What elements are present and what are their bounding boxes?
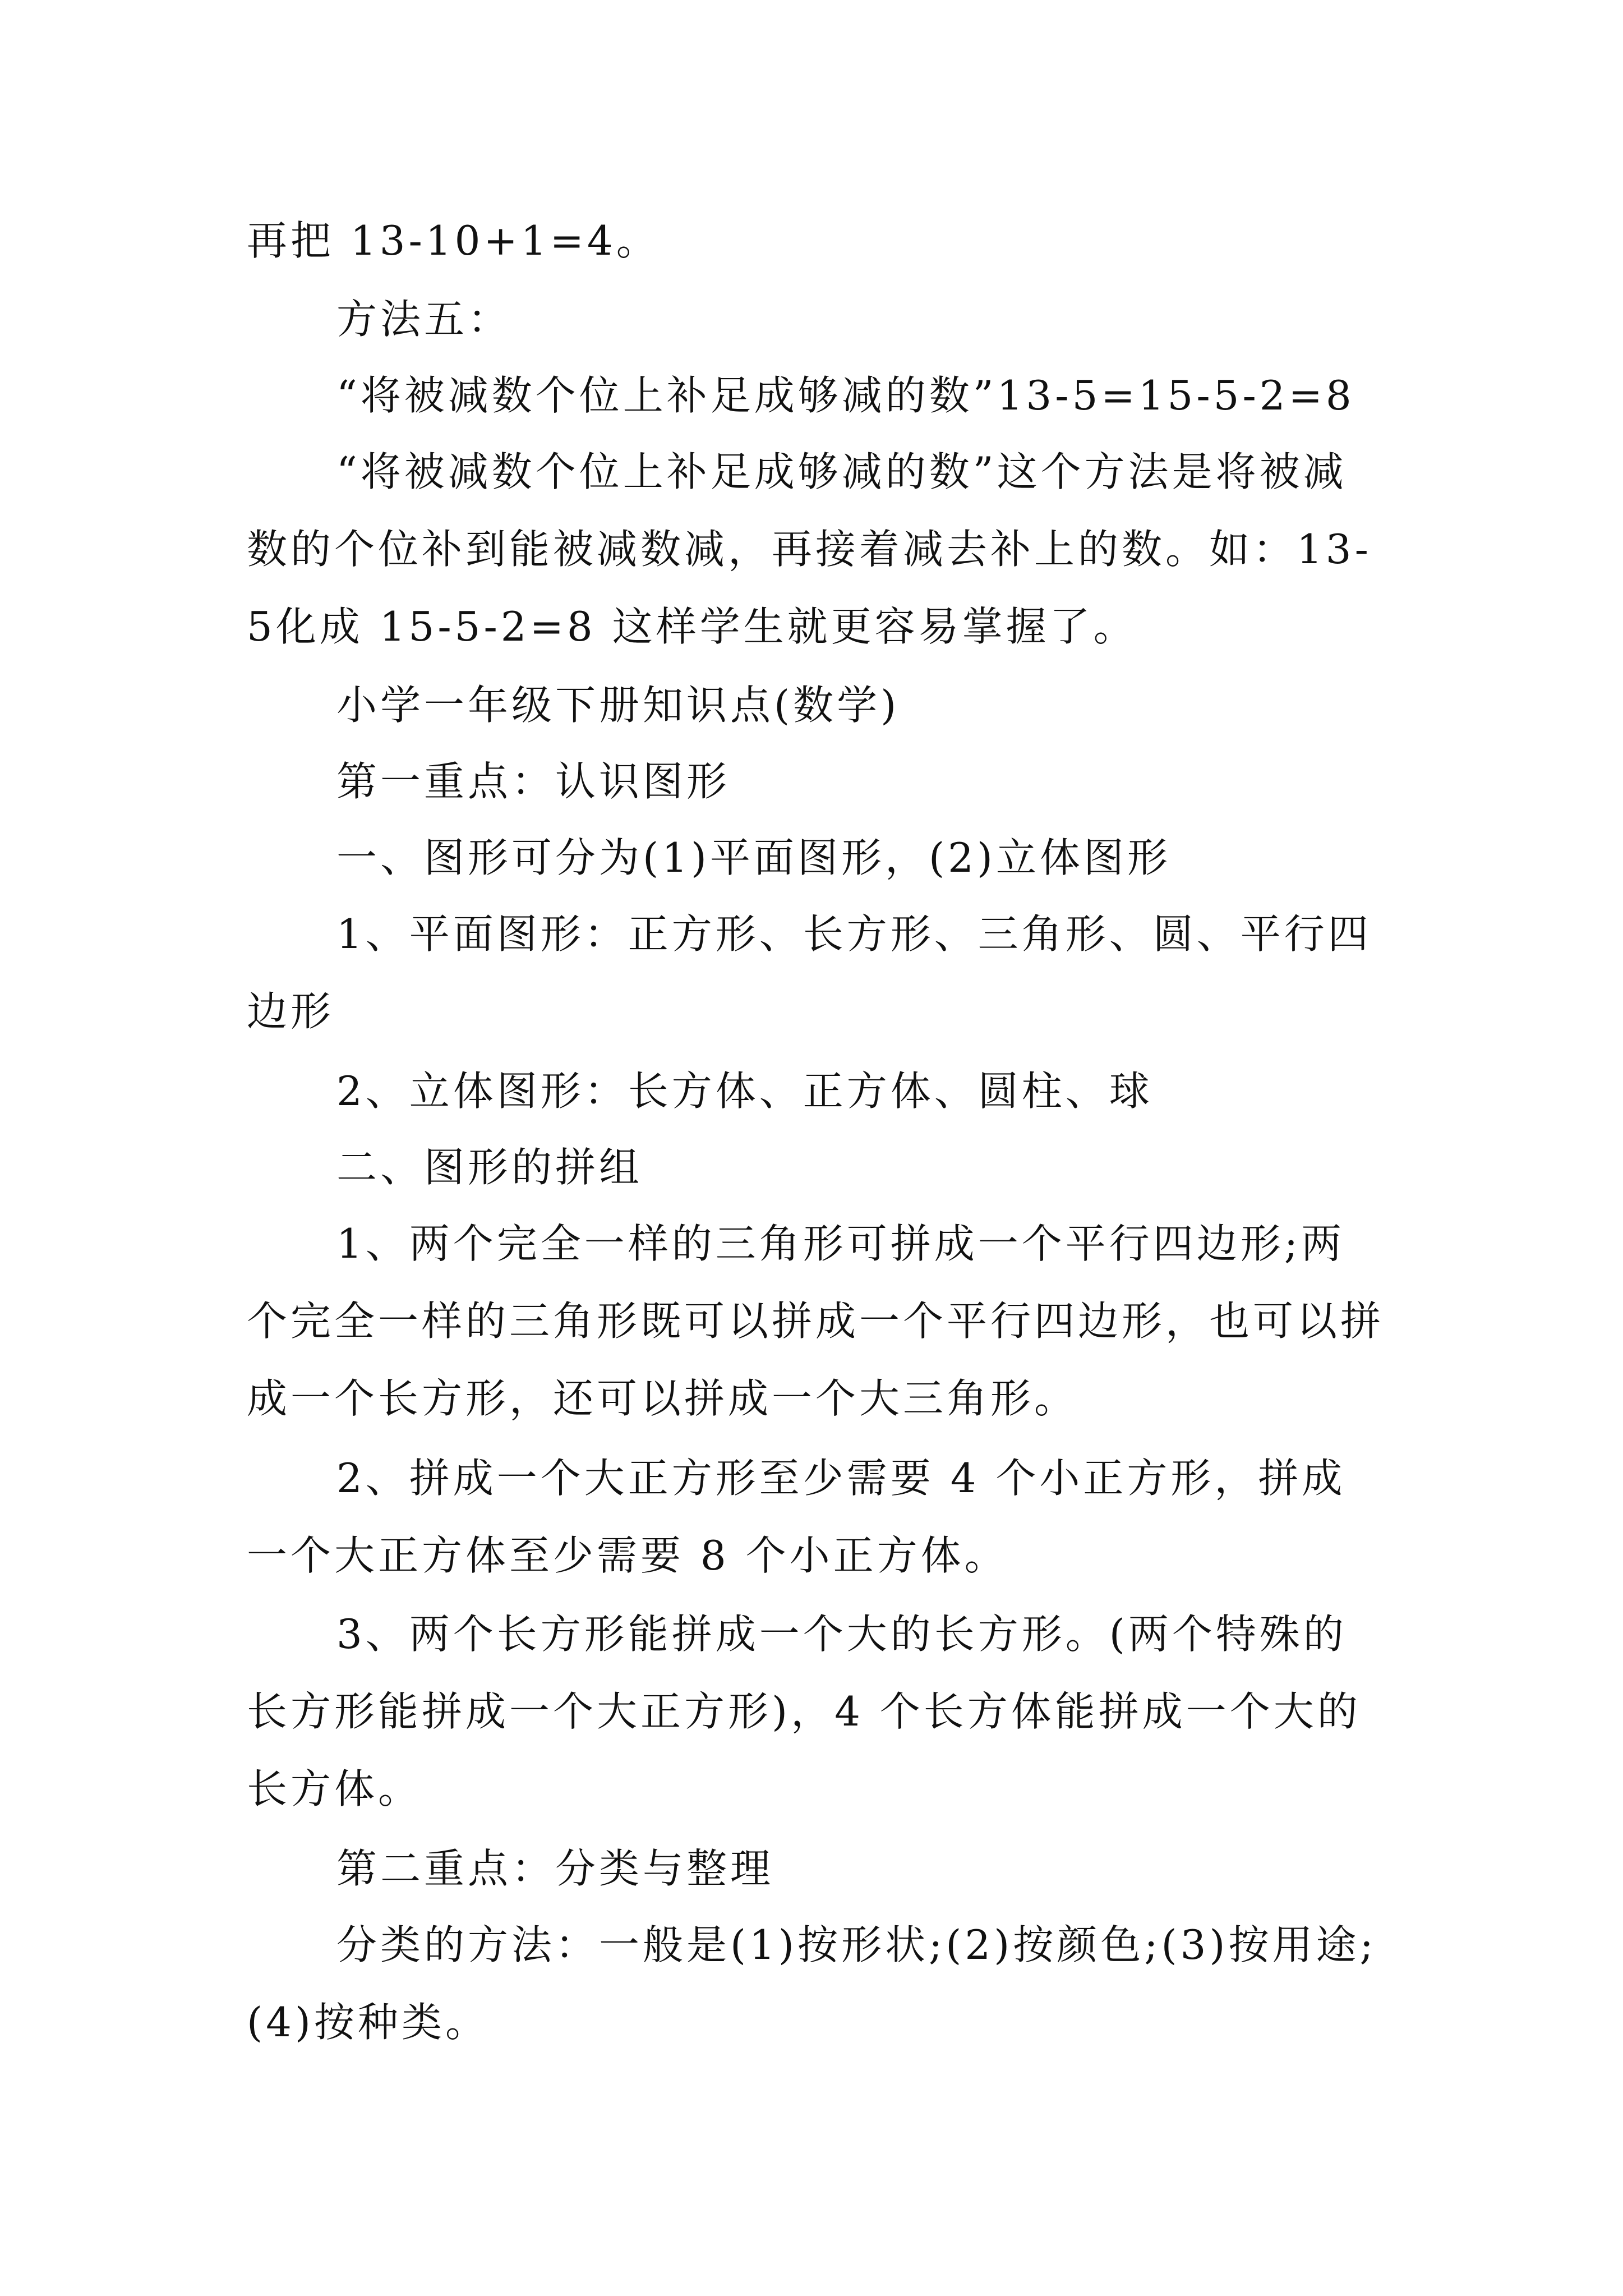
paragraph-5: 小学一年级下册知识点(数学) — [336, 682, 900, 729]
paragraph-15: 分类的方法：一般是(1)按形状;(2)按颜色;(3)按用途;(4)按种类。 — [247, 1921, 1377, 2046]
paragraph-2: 方法五： — [336, 296, 512, 343]
paragraph-9: 2、立体图形：长方体、正方体、圆柱、球 — [336, 1068, 1153, 1115]
paragraph-11: 1、两个完全一样的三角形可拼成一个平行四边形;两个完全一样的三角形既可以拼成一个平行四边形，也可以拼成一个长方形，还可以拼成一个大三角形。 — [247, 1220, 1385, 1422]
paragraph-1: 再把 13-10+1=4。 — [247, 217, 660, 264]
paragraph-13: 3、两个长方形能拼成一个大的长方形。(两个特殊的长方形能拼成一个大正方形)，4 个长方体能拼成一个大的长方体。 — [247, 1611, 1361, 1812]
paragraph-14: 第二重点：分类与整理 — [336, 1845, 774, 1892]
paragraph-7: 一、图形可分为(1)平面图形，(2)立体图形 — [336, 834, 1171, 881]
paragraph-6: 第一重点：认识图形 — [336, 758, 731, 805]
paragraph-8: 1、平面图形：正方形、长方形、三角形、圆、平行四边形 — [247, 910, 1372, 1035]
paragraph-10: 二、图形的拼组 — [336, 1144, 643, 1191]
paragraph-12: 2、拼成一个大正方形至少需要 4 个小正方形，拼成一个大正方体至少需要 8 个小正方体。 — [247, 1455, 1346, 1579]
paragraph-3: “将被减数个位上补足成够减的数”13-5=15-5-2=8 — [336, 372, 1355, 419]
paragraph-4: “将被减数个位上补足成够减的数”这个方法是将被减数的个位补到能被减数减，再接着减去补上的数。如：13-5化成 15-5-2=8 这样学生就更容易掌握了。 — [247, 448, 1372, 650]
